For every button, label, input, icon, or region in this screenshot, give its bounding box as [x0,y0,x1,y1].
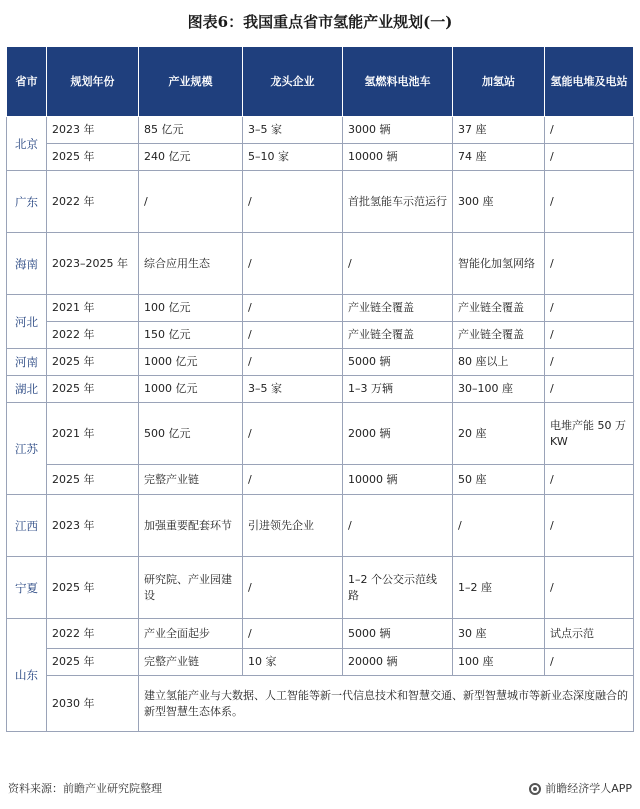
province-cell: 江西 [7,495,47,557]
cell-stacks-and-plants: / [545,376,634,403]
cell-leading-enterprises: / [243,233,343,295]
cell-stacks-and-plants: / [545,233,634,295]
cell-fuel-cell-vehicles: 产业链全覆盖 [343,322,453,349]
cell-leading-enterprises: / [243,557,343,619]
cell-plan-year: 2023–2025 年 [47,233,139,295]
brand-name: 前瞻经济学人APP [545,782,632,795]
cell-stacks-and-plants: / [545,649,634,676]
cell-industry-scale: 加强重要配套环节 [139,495,243,557]
cell-stacks-and-plants: / [545,171,634,233]
cell-industry-scale: 240 亿元 [139,144,243,171]
cell-fuel-cell-vehicles: 5000 辆 [343,619,453,649]
brand [529,777,632,801]
cell-stacks-and-plants: / [545,295,634,322]
cell-industry-scale: 研究院、产业园建设 [139,557,243,619]
cell-fuel-cell-vehicles: 产业链全覆盖 [343,295,453,322]
cell-leading-enterprises: 引进领先企业 [243,495,343,557]
cell-hydrogen-stations: 产业链全覆盖 [453,322,545,349]
col-header-industry-scale: 产业规模 [139,47,243,117]
cell-hydrogen-stations: 20 座 [453,403,545,465]
cell-stacks-and-plants: / [545,349,634,376]
table-row [7,676,634,732]
cell-hydrogen-stations: 智能化加氢网络 [453,233,545,295]
col-header-leading-enterprises: 龙头企业 [243,47,343,117]
cell-industry-scale: 完整产业链 [139,465,243,495]
province-cell: 山东 [7,619,47,732]
cell-plan-year: 2025 年 [47,649,139,676]
cell-leading-enterprises: / [243,465,343,495]
table-row [7,557,634,619]
table-row [7,495,634,557]
cell-stacks-and-plants: / [545,117,634,144]
cell-stacks-and-plants: 试点示范 [545,619,634,649]
cell-plan-year: 2025 年 [47,465,139,495]
cell-leading-enterprises: / [243,171,343,233]
cell-plan-year: 2023 年 [47,495,139,557]
col-header-province: 省市 [7,47,47,117]
cell-industry-scale: 1000 亿元 [139,376,243,403]
cell-plan-year: 2022 年 [47,171,139,233]
cell-industry-scale: 100 亿元 [139,295,243,322]
qianzhan-logo-icon [529,783,541,795]
cell-hydrogen-stations: 300 座 [453,171,545,233]
cell-fuel-cell-vehicles: 10000 辆 [343,465,453,495]
table-title: 图表6：我国重点省市氢能产业规划(一) [187,13,453,31]
cell-hydrogen-stations: 1–2 座 [453,557,545,619]
cell-leading-enterprises: 5–10 家 [243,144,343,171]
table-row [7,465,634,495]
cell-plan-year: 2030 年 [47,676,139,732]
cell-merged-plan: 建立氢能产业与大数据、人工智能等新一代信息技术和智慧交通、新型智慧城市等新业态深度融合的新型智慧生态体系。 [139,676,634,732]
cell-fuel-cell-vehicles: 2000 辆 [343,403,453,465]
province-cell: 河南 [7,349,47,376]
cell-plan-year: 2022 年 [47,619,139,649]
cell-leading-enterprises: 3–5 家 [243,117,343,144]
cell-leading-enterprises: / [243,322,343,349]
province-cell: 湖北 [7,376,47,403]
cell-plan-year: 2021 年 [47,295,139,322]
province-cell: 江苏 [7,403,47,495]
cell-industry-scale: 500 亿元 [139,403,243,465]
table-row [7,117,634,144]
cell-stacks-and-plants: / [545,322,634,349]
cell-fuel-cell-vehicles: 3000 辆 [343,117,453,144]
hydrogen-plan-table [6,46,634,732]
footer [8,777,632,801]
cell-industry-scale: / [139,171,243,233]
cell-stacks-and-plants: 电堆产能 50 万 KW [545,403,634,465]
cell-stacks-and-plants: / [545,144,634,171]
cell-industry-scale: 85 亿元 [139,117,243,144]
table-row [7,376,634,403]
cell-industry-scale: 产业全面起步 [139,619,243,649]
cell-fuel-cell-vehicles: / [343,233,453,295]
header-row [7,47,634,117]
cell-fuel-cell-vehicles: 首批氢能车示范运行 [343,171,453,233]
cell-leading-enterprises: 3–5 家 [243,376,343,403]
cell-hydrogen-stations: 30–100 座 [453,376,545,403]
cell-leading-enterprises: 10 家 [243,649,343,676]
cell-industry-scale: 1000 亿元 [139,349,243,376]
cell-stacks-and-plants: / [545,557,634,619]
cell-plan-year: 2021 年 [47,403,139,465]
cell-fuel-cell-vehicles: 1–2 个公交示范线路 [343,557,453,619]
table-row [7,233,634,295]
cell-hydrogen-stations: / [453,495,545,557]
province-cell: 广东 [7,171,47,233]
cell-industry-scale: 综合应用生态 [139,233,243,295]
cell-leading-enterprises: / [243,349,343,376]
cell-plan-year: 2023 年 [47,117,139,144]
cell-plan-year: 2025 年 [47,349,139,376]
cell-plan-year: 2025 年 [47,557,139,619]
table-row [7,171,634,233]
cell-hydrogen-stations: 50 座 [453,465,545,495]
cell-plan-year: 2025 年 [47,144,139,171]
cell-hydrogen-stations: 30 座 [453,619,545,649]
col-header-plan-year: 规划年份 [47,47,139,117]
source-note: 资料来源：前瞻产业研究院整理 [8,782,162,795]
cell-hydrogen-stations: 产业链全覆盖 [453,295,545,322]
cell-hydrogen-stations: 80 座以上 [453,349,545,376]
cell-fuel-cell-vehicles: 1–3 万辆 [343,376,453,403]
table-row [7,649,634,676]
cell-fuel-cell-vehicles: / [343,495,453,557]
cell-plan-year: 2025 年 [47,376,139,403]
cell-hydrogen-stations: 100 座 [453,649,545,676]
cell-hydrogen-stations: 74 座 [453,144,545,171]
province-cell: 海南 [7,233,47,295]
table-row [7,619,634,649]
cell-hydrogen-stations: 37 座 [453,117,545,144]
col-header-fuel-cell-vehicles: 氢燃料电池车 [343,47,453,117]
table-row [7,144,634,171]
table-row [7,349,634,376]
cell-industry-scale: 完整产业链 [139,649,243,676]
cell-stacks-and-plants: / [545,465,634,495]
cell-leading-enterprises: / [243,403,343,465]
province-cell: 宁夏 [7,557,47,619]
table-row [7,322,634,349]
province-cell: 北京 [7,117,47,171]
cell-fuel-cell-vehicles: 10000 辆 [343,144,453,171]
cell-industry-scale: 150 亿元 [139,322,243,349]
cell-stacks-and-plants: / [545,495,634,557]
col-header-hydrogen-stations: 加氢站 [453,47,545,117]
table-row [7,403,634,465]
cell-plan-year: 2022 年 [47,322,139,349]
cell-fuel-cell-vehicles: 20000 辆 [343,649,453,676]
col-header-stacks-and-plants: 氢能电堆及电站 [545,47,634,117]
cell-leading-enterprises: / [243,619,343,649]
table-row [7,295,634,322]
cell-fuel-cell-vehicles: 5000 辆 [343,349,453,376]
province-cell: 河北 [7,295,47,349]
cell-leading-enterprises: / [243,295,343,322]
